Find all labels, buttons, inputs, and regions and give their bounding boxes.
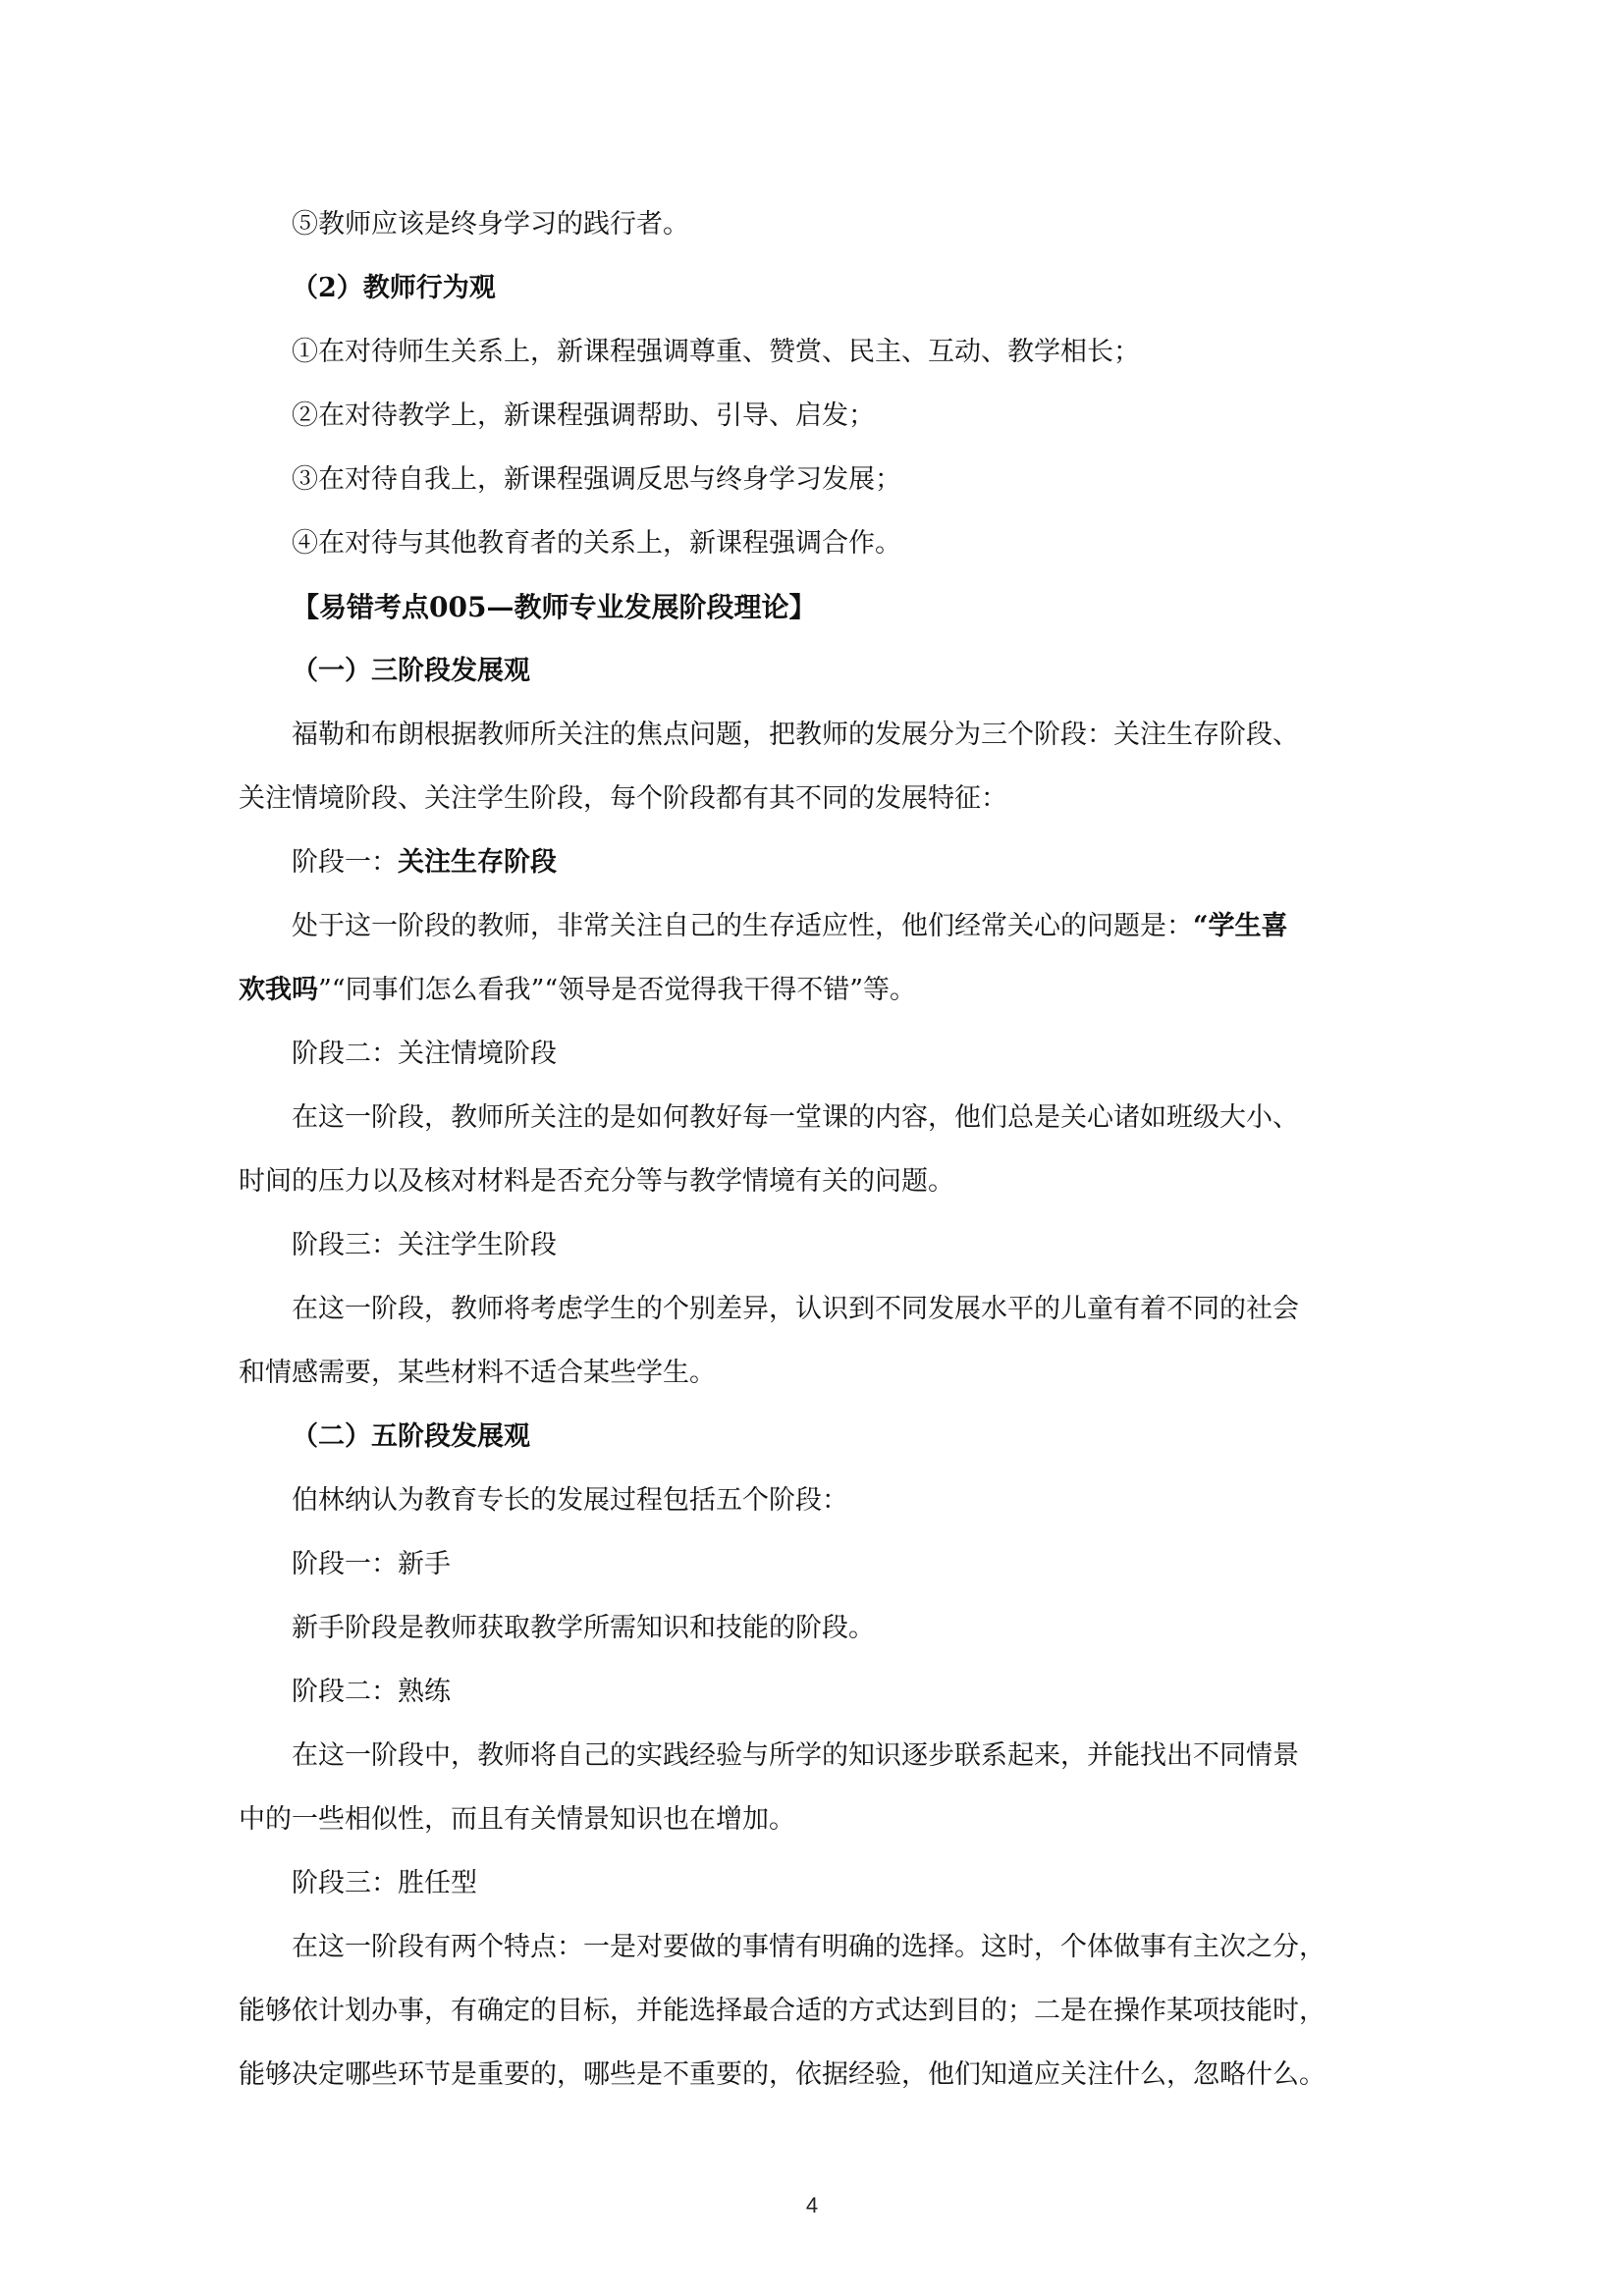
stage-two-heading: 阶段二：关注情境阶段	[292, 1039, 557, 1069]
subheading-teacher-behavior: （2）教师行为观	[292, 273, 496, 303]
stage-one-name: 关注生存阶段	[398, 847, 557, 878]
section-title-005: 【易错考点005—教师专业发展阶段理论】	[292, 591, 817, 623]
five-stage-one-heading: 阶段一：新手	[292, 1549, 451, 1579]
stage-one-prefix: 阶段一：	[292, 847, 398, 878]
text-line-self: ③在对待自我上，新课程强调反思与终身学习发展；	[292, 464, 901, 495]
text-line-teacher-lifelong-learner: ⑤教师应该是终身学习的践行者。	[292, 209, 689, 240]
paragraph-proficient-line-2: 中的一些相似性，而且有关情景知识也在增加。	[239, 1804, 795, 1835]
paragraph-novice: 新手阶段是教师获取教学所需知识和技能的阶段。	[292, 1613, 875, 1643]
five-stage-two-heading: 阶段二：熟练	[292, 1677, 451, 1707]
five-stage-three-heading: 阶段三：胜任型	[292, 1868, 477, 1898]
paragraph-students-line-1: 在这一阶段，教师将考虑学生的个别差异，认识到不同发展水平的儿童有着不同的社会	[292, 1294, 1299, 1324]
text-line-teaching: ②在对待教学上，新课程强调帮助、引导、启发；	[292, 400, 875, 431]
text-line-other-educators: ④在对待与其他教育者的关系上，新课程强调合作。	[292, 528, 901, 559]
paragraph-survival-quote-start: “学生喜	[1193, 911, 1288, 941]
paragraph-competent-line-3: 能够决定哪些环节是重要的，哪些是不重要的，依据经验，他们知道应关注什么，忽略什么。	[239, 2059, 1326, 2090]
paragraph-survival-line-2	[239, 958, 1417, 1022]
paragraph-situation-line-2: 时间的压力以及核对材料是否充分等与教学情境有关的问题。	[239, 1166, 954, 1197]
paragraph-competent-line-1: 在这一阶段有两个特点：一是对要做的事情有明确的选择。这时，个体做事有主次之分，	[292, 1932, 1326, 1962]
paragraph-berliner: 伯林纳认为教育专长的发展过程包括五个阶段：	[292, 1485, 848, 1516]
paragraph-proficient-line-1: 在这一阶段中，教师将自己的实践经验与所学的知识逐步联系起来，并能找出不同情景	[292, 1740, 1299, 1771]
paragraph-survival-line-1	[239, 894, 1417, 958]
paragraph-competent-line-2: 能够依计划办事，有确定的目标，并能选择最合适的方式达到目的；二是在操作某项技能时，	[239, 1996, 1326, 2026]
paragraph-survival-text: 处于这一阶段的教师，非常关注自己的生存适应性，他们经常关心的问题是：	[292, 911, 1193, 941]
page-number: 4	[805, 2193, 819, 2217]
paragraph-survival-rest: ”“同事们怎么看我”“领导是否觉得我干得不错”等。	[318, 975, 917, 1005]
paragraph-students-line-2: 和情感需要，某些材料不适合某些学生。	[239, 1358, 716, 1388]
stage-one-heading	[239, 830, 1417, 894]
paragraph-fuller-brown-line-1: 福勒和布朗根据教师所关注的焦点问题，把教师的发展分为三个阶段：关注生存阶段、	[292, 720, 1299, 750]
subheading-five-stage: （二）五阶段发展观	[292, 1421, 530, 1452]
paragraph-situation-line-1: 在这一阶段，教师所关注的是如何教好每一堂课的内容，他们总是关心诸如班级大小、	[292, 1102, 1299, 1133]
paragraph-fuller-brown-line-2: 关注情境阶段、关注学生阶段，每个阶段都有其不同的发展特征：	[239, 783, 1007, 814]
paragraph-survival-quote-end: 欢我吗	[239, 975, 318, 1005]
subheading-three-stage: （一）三阶段发展观	[292, 656, 530, 686]
page-content	[239, 192, 1417, 2107]
text-line-teacher-student-relation: ①在对待师生关系上，新课程强调尊重、赞赏、民主、互动、教学相长；	[292, 337, 1140, 367]
stage-three-heading: 阶段三：关注学生阶段	[292, 1230, 557, 1260]
